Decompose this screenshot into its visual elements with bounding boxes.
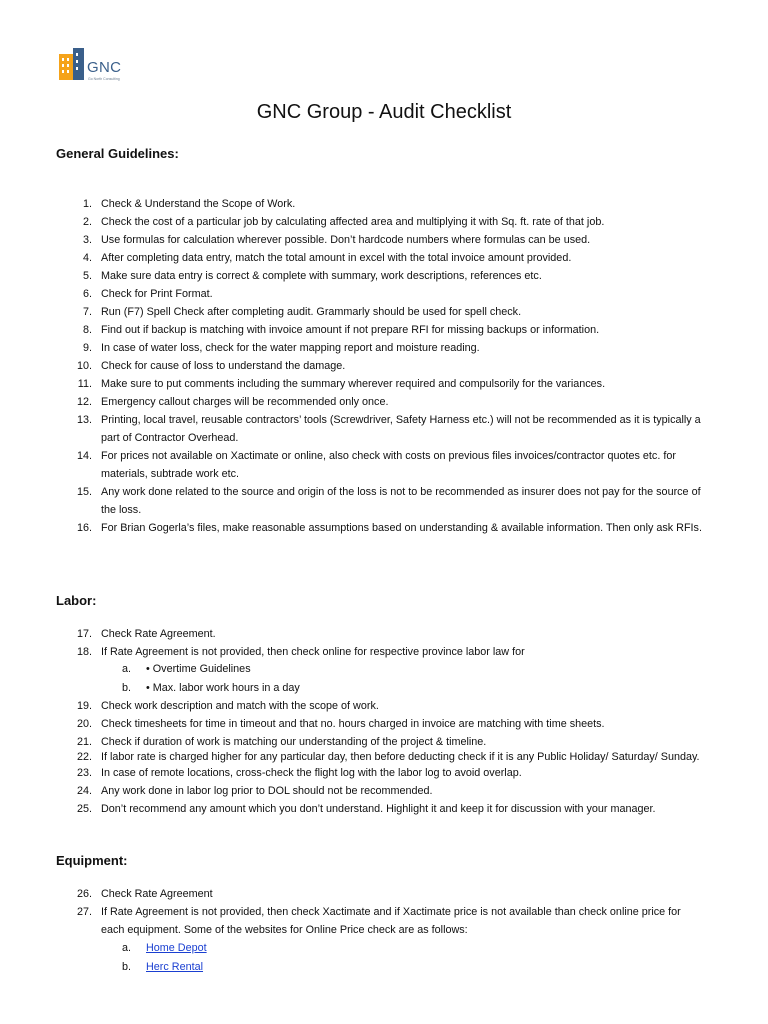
item-text: Check if duration of work is matching our understanding of the project & timeline.	[101, 736, 487, 748]
gnc-logo	[58, 46, 138, 82]
item-number: 1.	[82, 198, 92, 210]
subitem-letter: a.	[122, 942, 132, 954]
list-item	[0, 375, 707, 393]
item-number: 9.	[82, 342, 92, 354]
list-item	[0, 751, 707, 764]
item-number: 8.	[82, 324, 92, 336]
item-number: 4.	[82, 252, 92, 264]
logo-tagline: Go North Consulting	[88, 77, 120, 81]
item-number: 25.	[76, 803, 92, 815]
list-item	[0, 321, 707, 339]
equipment-heading: Equipment:	[56, 853, 128, 868]
subitem-letter: b.	[122, 961, 132, 973]
subitem-letter: b.	[122, 682, 132, 694]
item-text: If Rate Agreement is not provided, then check Xactimate and if Xactimate price is not available than check online price for each equipment. Some of the websites for Online Price check are as follows:	[101, 906, 681, 936]
item-number: 18.	[76, 646, 92, 658]
list-item	[0, 625, 707, 643]
item-number: 13.	[76, 414, 92, 426]
subitem-text: • Max. labor work hours in a day	[146, 682, 300, 694]
item-number: 10.	[76, 360, 92, 372]
list-item	[0, 782, 707, 800]
general-guidelines-heading: General Guidelines:	[56, 146, 179, 161]
item-text: Check for cause of loss to understand the damage.	[101, 360, 346, 372]
item-number: 20.	[76, 718, 92, 730]
item-text: Make sure to put comments including the summary wherever required and compulsorily for the variances.	[101, 378, 606, 390]
item-number: 23.	[76, 767, 92, 779]
list-item	[0, 411, 707, 447]
item-number: 14.	[76, 450, 92, 462]
item-number: 19.	[76, 700, 92, 712]
item-number: 12.	[76, 396, 92, 408]
subitem-letter: a.	[122, 663, 132, 675]
item-number: 2.	[82, 216, 92, 228]
list-item	[0, 213, 707, 231]
item-text: Check timesheets for time in timeout and that no. hours charged in invoice are matching with time sheets.	[101, 718, 605, 730]
page-title: GNC Group - Audit Checklist	[256, 101, 512, 123]
item-number: 5.	[82, 270, 92, 282]
item-text: Any work done related to the source and origin of the loss is not to be recommended as insurer does not pay for the source of the loss.	[101, 486, 701, 516]
item-text: Check Rate Agreement	[101, 888, 213, 900]
item-number: 15.	[76, 486, 92, 498]
item-number: 27.	[76, 906, 92, 918]
logo-wordmark: GNC	[87, 59, 122, 76]
item-text: Any work done in labor log prior to DOL should not be recommended.	[101, 785, 433, 797]
item-text: Check & Understand the Scope of Work.	[101, 198, 296, 210]
subitem-text: • Overtime Guidelines	[146, 663, 251, 675]
item-text: In case of water loss, check for the water mapping report and moisture reading.	[101, 342, 480, 354]
herc-rental-link[interactable]: Herc Rental	[146, 961, 204, 973]
list-item	[0, 885, 707, 903]
item-text: In case of remote locations, cross-check the flight log with the labor log to avoid overlap.	[101, 767, 522, 779]
item-text: Check for Print Format.	[101, 288, 213, 300]
general-guidelines-list	[0, 195, 707, 537]
list-item	[0, 800, 707, 818]
item-text: Check the cost of a particular job by calculating affected area and multiplying it with Sq. ft. rate of that job.	[101, 216, 605, 228]
item-text: Make sure data entry is correct & complete with summary, work descriptions, references etc.	[101, 270, 542, 282]
labor-list-part-1	[0, 625, 707, 661]
item-number: 16.	[76, 522, 92, 534]
list-item	[0, 231, 707, 249]
list-item	[0, 643, 707, 661]
list-item	[0, 903, 707, 939]
list-item	[0, 764, 707, 782]
item-number: 11.	[77, 378, 92, 390]
list-item	[0, 357, 707, 375]
home-depot-link[interactable]: Home Depot	[146, 942, 207, 954]
item-number: 21.	[76, 736, 92, 748]
item-text: Find out if backup is matching with invoice amount if not prepare RFI for missing backups or information.	[101, 324, 600, 336]
item-text: If Rate Agreement is not provided, then check online for respective province labor law for	[101, 646, 525, 658]
labor-heading: Labor:	[56, 593, 97, 608]
list-item	[0, 447, 707, 483]
item-text: For prices not available on Xactimate or online, also check with costs on previous files invoices/contractor quotes etc. for materials, subtrade work etc.	[101, 450, 676, 480]
item-number: 22.	[76, 751, 92, 763]
list-item	[0, 483, 707, 519]
item-number: 26.	[76, 888, 92, 900]
list-item	[0, 195, 707, 213]
building-logo-icon	[58, 46, 88, 82]
list-item	[0, 733, 707, 751]
item-text: After completing data entry, match the total amount in excel with the total invoice amount provided.	[101, 252, 572, 264]
list-item	[0, 285, 707, 303]
item-number: 17.	[76, 628, 92, 640]
item-text: If labor rate is charged higher for any particular day, then before deducting check if it is any Public Holiday/ Saturday/ Sunday.	[101, 751, 700, 763]
item-text: For Brian Gogerla’s files, make reasonable assumptions based on understanding & available information. Then only ask RFIs.	[101, 522, 702, 534]
list-item	[0, 303, 707, 321]
item-text: Check work description and match with the scope of work.	[101, 700, 379, 712]
list-item	[0, 715, 707, 733]
list-item	[0, 339, 707, 357]
list-item	[0, 697, 707, 715]
item-number: 7.	[82, 306, 92, 318]
list-item	[0, 267, 707, 285]
item-text: Check Rate Agreement.	[101, 628, 216, 640]
list-item	[0, 519, 707, 537]
item-text: Don’t recommend any amount which you don’t understand. Highlight it and keep it for discussion with your manager.	[101, 803, 656, 815]
equipment-list	[0, 885, 707, 939]
item-number: 6.	[82, 288, 92, 300]
item-number: 24.	[76, 785, 92, 797]
item-number: 3.	[82, 234, 92, 246]
list-item	[0, 393, 707, 411]
list-item	[0, 249, 707, 267]
item-text: Use formulas for calculation wherever possible. Don’t hardcode numbers where formulas can be used.	[101, 234, 591, 246]
item-text: Emergency callout charges will be recommended only once.	[101, 396, 389, 408]
item-text: Printing, local travel, reusable contractors’ tools (Screwdriver, Safety Harness etc.) will not be recommended as it is typically a part of Contractor Overhead.	[101, 414, 701, 444]
item-text: Run (F7) Spell Check after completing audit. Grammarly should be used for spell check.	[101, 306, 522, 318]
labor-list-part-2	[0, 697, 707, 818]
